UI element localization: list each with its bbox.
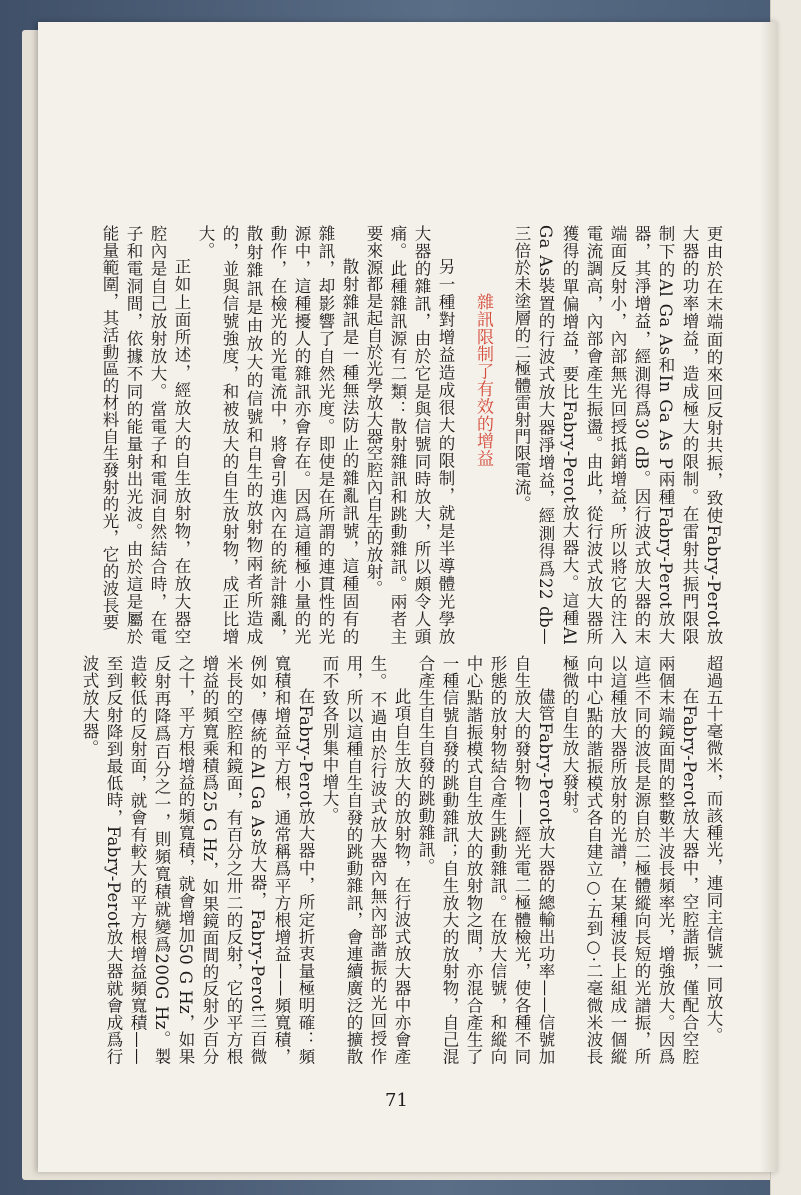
paragraph: 更由於在末端面的來回反射共振，致使Fabry-Perot放大器的功率增益，造成極大的限制。在雷射共振門限限制下的Al Ga As和In Ga As P兩種Fabry-Perot放大器，其淨增益，經測得爲30 dB。因行波式放大器的末端面反射小，內部無光回授抵銷增益，所以將它的注入電流調高，內部會產生振盪。由此，從行波式放大器所獲得的單偏增益，要比Fabry-Perot放大器大。這種Al Ga As裝置的行波式放大器淨增益，經測得爲22 db—三倍於未塗層的二極體雷射門限電流。 [512, 225, 723, 645]
paragraph: 在Fabry-Perot放大器中，所定折衷量極明確：頻寬積和增益平方根，通常稱爲平方根增益——頻寬積，例如，傳統的Al Ga As放大器，Fabry-Perot三百微米長的空腔和鏡面，有百分之卅二的反射，它的平方根增益的頻寬乘積爲25 G Hz，如果鏡面間的反射少百分之十，平方根增益的頻寬積，就會增加50 G Hz，如果反射再降爲百分之一，則頻寬積就變爲200G Hz。製造較低的反射面，就會有較大的平方根增益頻寬積——至到反射降到最低時，Fabry-Perot放大器就會成爲行波式放大器。 [80, 655, 315, 1065]
upper-text-block [100, 225, 725, 645]
paragraph: 超過五十毫微米，而該種光，連同主信號一同放大。 [704, 655, 723, 1044]
page-number: 71 [385, 1090, 408, 1111]
paragraph: 正如上面所述，經放大的自生放射物，在放大器空腔內是自己放射放大。當電子和電洞自然結合時，在電子和電洞間，依據不同的能量射出光波。由於這是屬於能量範圍，其活動區的材料自生發射的光，它的波長要 [100, 225, 191, 645]
lower-text-block [80, 655, 725, 1065]
paragraph: 此項自生放大的放射物，在行波式放大器中亦會產生。不過由於行波式放大器內無內部諧振的光回授作用，所以這種自生自發的跳動雜訊，會連續廣泛的擴散而不致各別集中增大。 [320, 655, 411, 1065]
paragraph: 儘管Fabry-Perot放大器的總輸出功率——信號加自生放大的發射物——經光電二極體檢光，使各種不同形態的放射物結合產生跳動雜訊。在放大信號，和縱向中心點諧振模式自生放大的放射物之間，亦混合產生了一種信號自發的跳動雜訊；自生放大的放射物，自己混合產生自生自發的跳動雜訊。 [416, 655, 555, 1065]
section-heading: 雜訊限制了有效的增益 [473, 293, 493, 467]
paragraph: 散射雜訊是一種無法防止的雜亂訊號，這種固有的雜訊，却影響了自然光度。即使是在所謂的連貫性的光源中，這種擾人的雜訊亦會存在。因爲這種極小量的光動作，在檢光的光電流中，將會引進內在的統計雜亂，散射雜訊是由放大的信號和自生的放射物兩者所造成的，並與信號強度，和被放大的自生放射物，成正比增大。 [196, 225, 359, 645]
page-gutter [760, 22, 778, 1172]
paragraph: 另一種對增益造成很大的限制，就是半導體光學放大器的雜訊，由於它是與信號同時放大，所以頗令人頭痛。此種雜訊源有二類：散射雜訊和跳動雜訊。兩者主要來源都是起自於光學放大器空腔內自生的放射。 [364, 225, 455, 645]
paragraph: 在Fabry-Perot放大器中，空腔諧振，僅配合空腔兩個末端鏡面間的整數半波長頻率光，增強放大。因爲這些不同的波長是源自於二極體縱向長短的光譜振，所以這種放大器所放射的光譜，在某種波長上組成一個縱向中心點的諧振模式各自建立○‧五到○‧二毫微米波長極微的自生放大發射。 [560, 655, 699, 1065]
